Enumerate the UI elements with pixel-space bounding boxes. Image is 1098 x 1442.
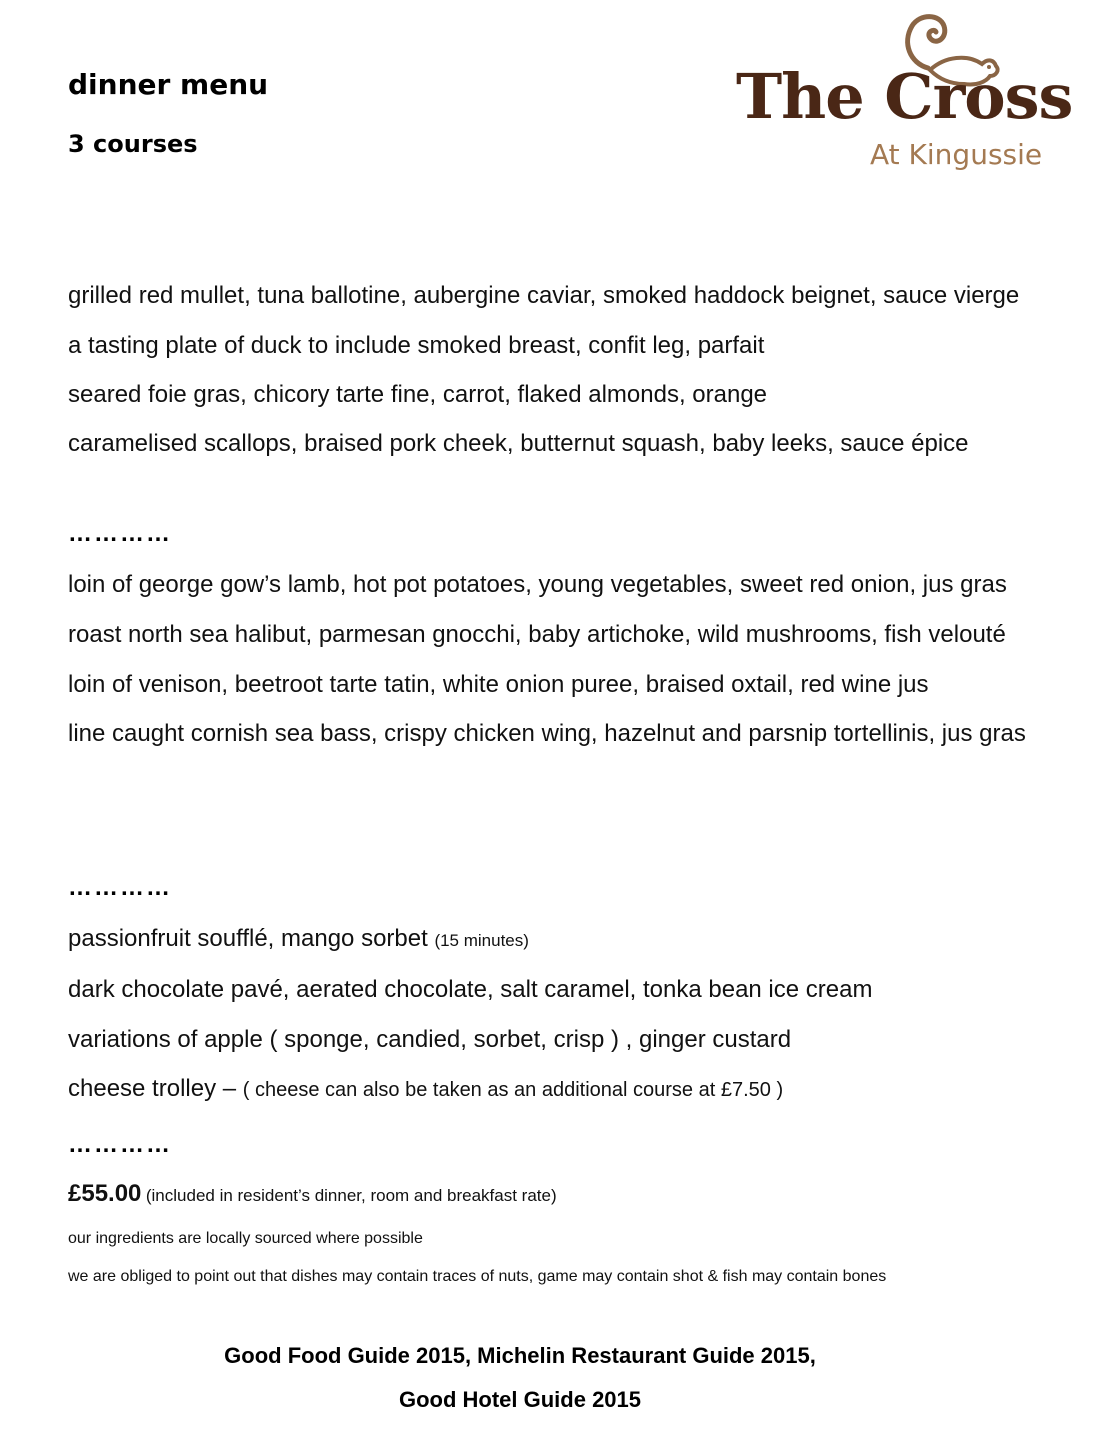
dessert-item: [68, 923, 1048, 957]
price-line: [68, 1180, 557, 1208]
main-item: roast north sea halibut, parmesan gnocchi, baby artichoke, wild mushrooms, fish velouté: [68, 621, 1006, 648]
menu-title: dinner menu: [68, 68, 269, 101]
courses-subtitle: 3 courses: [68, 130, 198, 158]
restaurant-logo: [730, 8, 1073, 178]
dessert-item: dark chocolate pavé, aerated chocolate, salt caramel, tonka bean ice cream: [68, 976, 873, 1003]
starter-item: a tasting plate of duck to include smoked breast, confit leg, parfait: [68, 332, 765, 359]
main-item: loin of venison, beetroot tarte tatin, white onion puree, braised oxtail, red wine jus: [68, 671, 929, 698]
cheese-note: ( cheese can also be taken as an additional course at £7.50 ): [242, 1079, 784, 1101]
souffle-text: passionfruit soufflé, mango sorbet: [68, 925, 428, 952]
starter-item: caramelised scallops, braised pork cheek, butternut squash, baby leeks, sauce épice: [68, 430, 969, 457]
souffle-note: (15 minutes): [434, 931, 529, 950]
cheese-text: cheese trolley –: [68, 1075, 237, 1102]
section-separator: …………: [68, 520, 172, 547]
dessert-item: variations of apple ( sponge, candied, sorbet, crisp ) , ginger custard: [68, 1026, 792, 1053]
starter-item: seared foie gras, chicory tarte fine, carrot, flaked almonds, orange: [68, 381, 768, 408]
price: £55.00: [68, 1180, 142, 1207]
sourcing-note: our ingredients are locally sourced where possible: [68, 1230, 423, 1247]
section-separator: …………: [68, 1131, 172, 1158]
logo-location: At Kingussie: [870, 138, 1043, 171]
guides-line-2: Good Hotel Guide 2015: [398, 1387, 642, 1412]
guides-line-1: Good Food Guide 2015, Michelin Restaurant Guide 2015,: [224, 1343, 816, 1368]
main-item: line caught cornish sea bass, crispy chicken wing, hazelnut and parsnip tortellinis, jus gras: [68, 720, 1026, 747]
mains-section: [68, 569, 1048, 750]
main-item: loin of george gow’s lamb, hot pot potatoes, young vegetables, sweet red onion, jus gras: [68, 571, 1007, 598]
desserts-section: [68, 923, 1048, 1106]
price-note: (included in resident’s dinner, room and breakfast rate): [145, 1186, 557, 1205]
logo-name: The Cross: [736, 60, 1073, 133]
starter-item: grilled red mullet, tuna ballotine, aubergine caviar, smoked haddock beignet, sauce vierge: [68, 282, 1020, 309]
section-separator: …………: [68, 874, 172, 901]
dessert-item: [68, 1073, 1048, 1106]
allergy-note: we are obliged to point out that dishes may contain traces of nuts, game may contain shot & fish may contain bones: [68, 1268, 887, 1285]
starters-section: [68, 280, 1048, 460]
